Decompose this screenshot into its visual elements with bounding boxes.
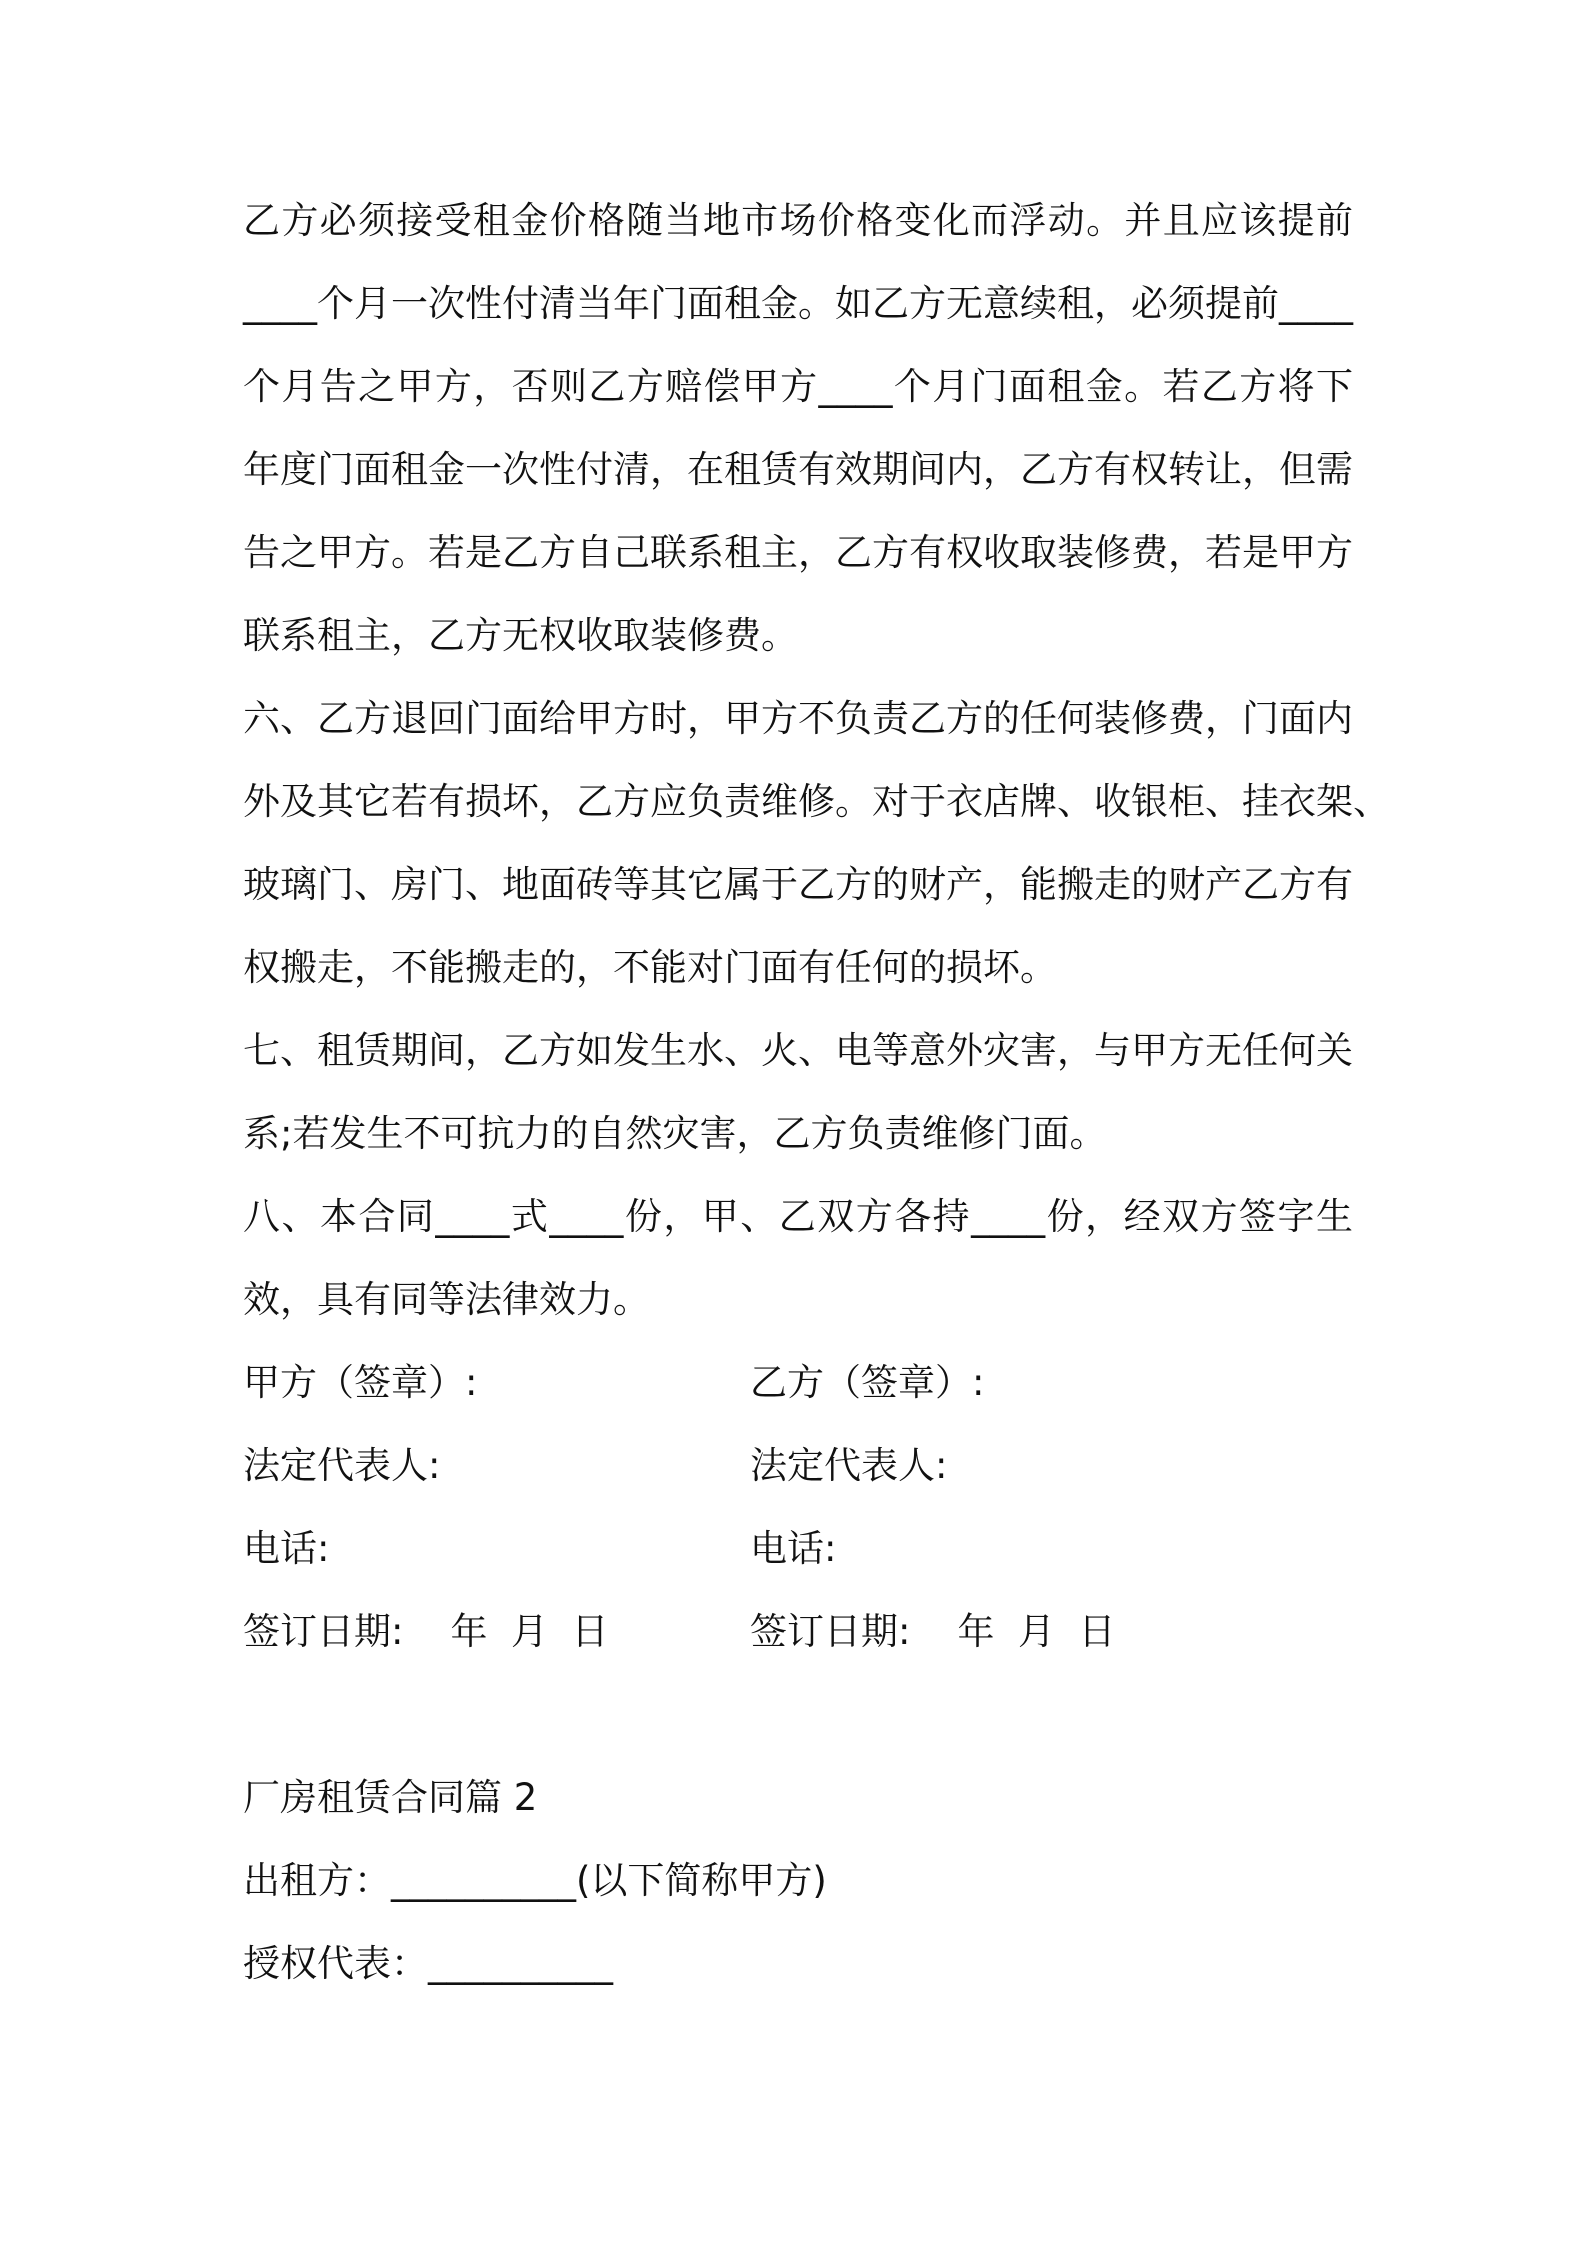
party-a-seal: 甲方（签章）: <box>243 1361 478 1404</box>
paragraph-line: 年度门面租金一次性付清，在租赁有效期间内，乙方有权转让，但需 <box>243 448 1353 491</box>
party-a-sign-date: 签订日期: 年 月 日 <box>243 1610 609 1653</box>
clause-6-line: 玻璃门、房门、地面砖等其它属于乙方的财产，能搬走的财产乙方有 <box>243 863 1353 906</box>
party-a-representative: 法定代表人: <box>243 1444 441 1487</box>
paragraph-line: 告之甲方。若是乙方自己联系租主，乙方有权收取装修费，若是甲方 <box>243 531 1353 574</box>
party-b-seal: 乙方（签章）: <box>750 1361 985 1404</box>
authorized-rep-line: 授权代表：__________ <box>243 1942 613 1985</box>
section-title: 厂房租赁合同篇 2 <box>243 1776 538 1819</box>
clause-6-line: 外及其它若有损坏，乙方应负责维修。对于衣店牌、收银柜、挂衣架、 <box>243 780 1390 823</box>
paragraph-line: ____个月一次性付清当年门面租金。如乙方无意续租，必须提前____ <box>243 282 1353 325</box>
paragraph-line: 联系租主，乙方无权收取装修费。 <box>243 614 798 657</box>
paragraph-line: 乙方必须接受租金价格随当地市场价格变化而浮动。并且应该提前 <box>243 199 1353 242</box>
clause-8-line: 八、本合同____式____份，甲、乙双方各持____份，经双方签字生 <box>243 1195 1353 1238</box>
paragraph-line: 个月告之甲方，否则乙方赔偿甲方____个月门面租金。若乙方将下 <box>243 365 1353 408</box>
party-b-sign-date: 签订日期: 年 月 日 <box>750 1610 1116 1653</box>
lessor-line: 出租方：__________(以下简称甲方) <box>243 1859 827 1902</box>
clause-7-line: 七、租赁期间，乙方如发生水、火、电等意外灾害，与甲方无任何关 <box>243 1029 1353 1072</box>
party-b-representative: 法定代表人: <box>750 1444 948 1487</box>
clause-7-line: 系;若发生不可抗力的自然灾害，乙方负责维修门面。 <box>243 1112 1107 1155</box>
party-a-phone: 电话: <box>243 1527 330 1570</box>
clause-6-line: 六、乙方退回门面给甲方时，甲方不负责乙方的任何装修费，门面内 <box>243 697 1353 740</box>
clause-6-line: 权搬走，不能搬走的，不能对门面有任何的损坏。 <box>243 946 1057 989</box>
party-b-phone: 电话: <box>750 1527 837 1570</box>
clause-8-line: 效，具有同等法律效力。 <box>243 1278 650 1321</box>
